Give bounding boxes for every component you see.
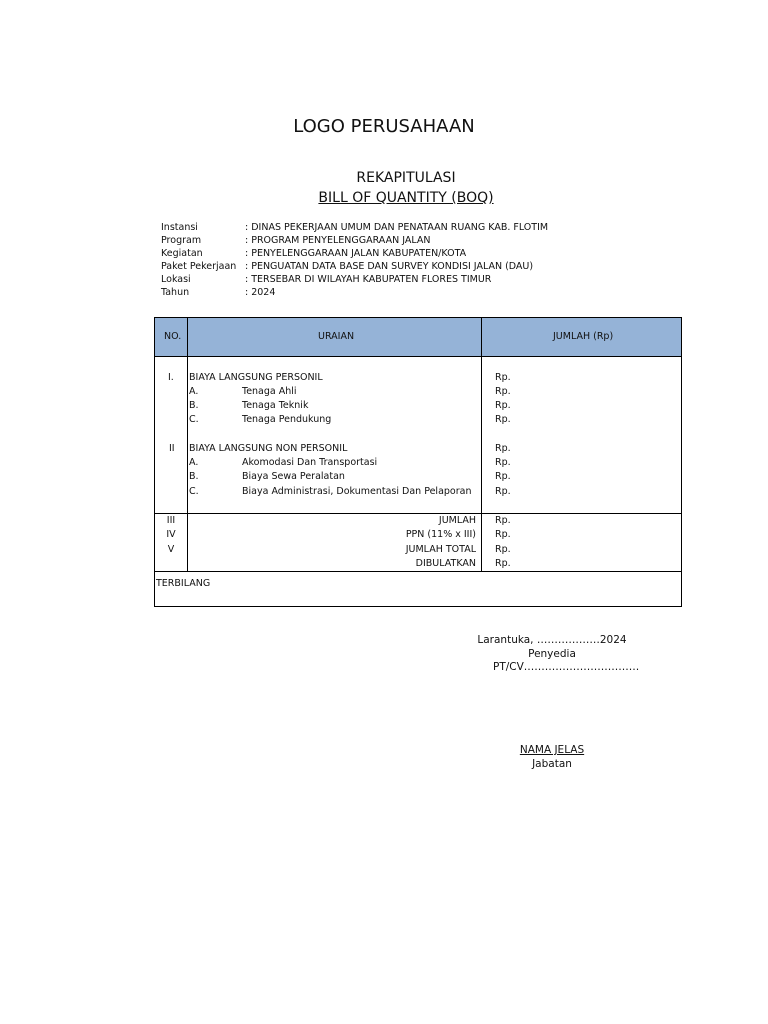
signature-company: PT/CV…………………………… [493, 661, 640, 673]
item-letter: B. [189, 400, 199, 411]
section-1-rp: Rp. [495, 372, 511, 383]
item-rp: Rp. [495, 486, 511, 497]
item-rp: Rp. [495, 386, 511, 397]
info-value-program: : PROGRAM PENYELENGGARAAN JALAN [245, 235, 431, 246]
terbilang-label: TERBILANG [156, 578, 211, 589]
info-label-kegiatan: Kegiatan [161, 248, 203, 259]
item-name: Tenaga Pendukung [242, 414, 332, 425]
info-label-lokasi: Lokasi [161, 274, 191, 285]
item-name: Akomodasi Dan Transportasi [242, 457, 378, 468]
logo-text: LOGO PERUSAHAAN [293, 116, 475, 137]
info-label-program: Program [161, 235, 202, 246]
info-label-instansi: Instansi [161, 222, 198, 233]
info-label-paket: Paket Pekerjaan [161, 261, 237, 272]
document-title: REKAPITULASI [356, 170, 456, 186]
boq-table [154, 317, 682, 607]
total-no: IV [166, 529, 176, 540]
total-no: III [166, 515, 176, 526]
item-rp: Rp. [495, 457, 511, 468]
info-label-tahun: Tahun [161, 287, 190, 298]
total-label: PPN (11% x III) [405, 529, 476, 540]
item-letter: A. [189, 386, 199, 397]
info-value-paket: : PENGUATAN DATA BASE DAN SURVEY KONDISI JALAN (DAU) [245, 261, 534, 272]
total-rp: Rp. [495, 544, 511, 555]
total-rp: Rp. [495, 515, 511, 526]
signature-role: Penyedia [528, 648, 576, 660]
total-rp: Rp. [495, 529, 511, 540]
total-label: DIBULATKAN [415, 558, 476, 569]
section-2-no: II [169, 443, 175, 454]
column-divider-1 [187, 318, 188, 571]
header-jumlah: JUMLAH (Rp) [553, 331, 614, 342]
item-rp: Rp. [495, 471, 511, 482]
item-letter: A. [189, 457, 199, 468]
item-letter: C. [189, 414, 199, 425]
signature-position: Jabatan [532, 758, 572, 770]
item-rp: Rp. [495, 400, 511, 411]
total-label: JUMLAH TOTAL [405, 544, 476, 555]
item-name: Biaya Administrasi, Dokumentasi Dan Pelaporan [242, 486, 472, 497]
item-letter: B. [189, 471, 199, 482]
info-value-kegiatan: : PENYELENGGARAAN JALAN KABUPATEN/KOTA [245, 248, 467, 259]
total-no: V [167, 544, 175, 555]
info-value-instansi: : DINAS PEKERJAAN UMUM DAN PENATAAN RUANG KAB. FLOTIM [245, 222, 549, 233]
header-uraian: URAIAN [318, 331, 355, 342]
document-subtitle: BILL OF QUANTITY (BOQ) [318, 190, 494, 206]
signature-name: NAMA JELAS [519, 744, 585, 756]
row-divider-totals [155, 513, 681, 514]
item-name: Tenaga Ahli [242, 386, 297, 397]
total-rp: Rp. [495, 558, 511, 569]
section-1-no: I. [168, 372, 174, 383]
section-1-title: BIAYA LANGSUNG PERSONIL [189, 372, 323, 383]
info-value-tahun: : 2024 [245, 287, 276, 298]
column-divider-2 [481, 318, 482, 571]
section-2-title: BIAYA LANGSUNG NON PERSONIL [189, 443, 348, 454]
section-2-rp: Rp. [495, 443, 511, 454]
item-letter: C. [189, 486, 199, 497]
total-label: JUMLAH [438, 515, 476, 526]
item-name: Tenaga Teknik [242, 400, 309, 411]
signature-place-date: Larantuka, ………………2024 [477, 634, 627, 646]
info-value-lokasi: : TERSEBAR DI WILAYAH KABUPATEN FLORES TIMUR [245, 274, 492, 285]
item-rp: Rp. [495, 414, 511, 425]
header-no: NO. [164, 331, 182, 342]
row-divider-terbilang [155, 571, 681, 572]
item-name: Biaya Sewa Peralatan [242, 471, 345, 482]
